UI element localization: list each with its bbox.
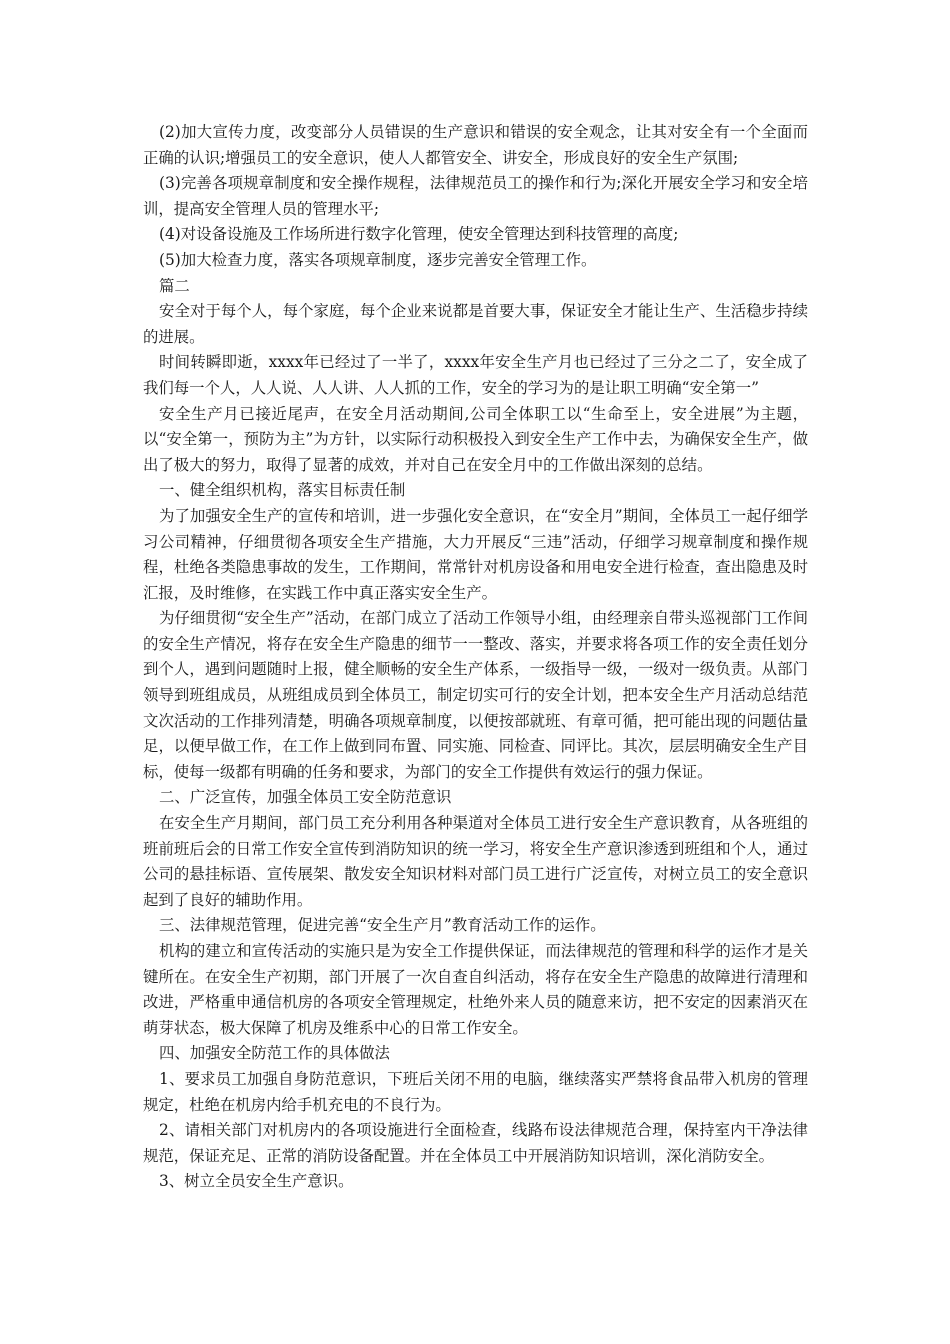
paragraph-time: 时间转瞬即逝，xxxx年已经过了一半了，xxxx年安全生产月也已经过了三分之二了，安全成了我们每一个人，人人说、人人讲、人人抓的工作，安全的学习为的是让职工明确“安全第一” <box>143 353 808 397</box>
paragraph-measure-2: (2)加大宣传力度，改变部分人员错误的生产意识和错误的安全观念，让其对安全有一个全面而正确的认识;增强员工的安全意识，使人人都管安全、讲安全，形成良好的安全生产氛围; <box>143 123 808 167</box>
document-page <box>143 120 808 1195</box>
paragraph-leadership: 为仔细贯彻“安全生产”活动，在部门成立了活动工作领导小组，由经理亲自带头巡视部门工作间的安全生产情况，将存在安全生产隐患的细节一一整改、落实，并要求将各项工作的安全责任划分到个人，遇到问题随时上报，健全顺畅的安全生产体系，一级指导一级，一级对一级负责。从部门领导到班组成员，从班组成员到全体员工，制定切实可行的安全计划，把本安全生产月活动总结范文次活动的工作排列清楚，明确各项规章制度，以便按部就班、有章可循，把可能出现的问题估量足，以便早做工作，在工作上做到同布置、同实施、同检查、同评比。其次，层层明确安全生产目标，使每一级都有明确的任务和要求，为部门的安全工作提供有效运行的强力保证。 <box>143 609 808 781</box>
paragraph-measure-3: (3)完善各项规章制度和安全操作规程，法律规范员工的操作和行为;深化开展安全学习和安全培训，提高安全管理人员的管理水平; <box>143 174 808 218</box>
list-item-1: 1、要求员工加强自身防范意识，下班后关闭不用的电脑，继续落实严禁将食品带入机房的管理规定，杜绝在机房内给手机充电的不良行为。 <box>143 1069 808 1114</box>
heading-section-two: 二、广泛宣传，加强全体员工安全防范意识 <box>159 788 452 807</box>
heading-section-one: 一、健全组织机构，落实目标责任制 <box>159 481 406 500</box>
paragraph-training: 为了加强安全生产的宣传和培训，进一步强化安全意识，在“安全月”期间，全体员工一起仔细学习公司精神，仔细贯彻各项安全生产措施，大力开展反“三违”活动，仔细学习规章制度和操作规程，杜绝各类隐患事故的发生，工作期间，常常针对机房设备和用电安全进行检查，查出隐患及时汇报，及时维修，在实践工作中真正落实安全生产。 <box>143 506 808 602</box>
paragraph-management: 机构的建立和宣传活动的实施只是为安全工作提供保证，而法律规范的管理和科学的运作才是关键所在。在安全生产初期，部门开展了一次自查自纠活动，将存在安全生产隐患的故障进行清理和改进，严格重申通信机房的各项安全管理规定，杜绝外来人员的随意来访，把不安定的因素消灭在萌芽状态，极大保障了机房及维系中心的日常工作安全。 <box>143 942 808 1037</box>
paragraph-awareness: 在安全生产月期间，部门员工充分利用各种渠道对全体员工进行安全生产意识教育，从各班组的班前班后会的日常工作安全宣传到消防知识的统一学习，将安全生产意识渗透到班组和个人，通过公司的悬挂标语、宣传展架、散发安全知识材料对部门员工进行广泛宣传，对树立员工的安全意识起到了良好的辅助作用。 <box>143 814 808 909</box>
paragraph-intro: 安全对于每个人，每个家庭，每个企业来说都是首要大事，保证安全才能让生产、生活稳步持续的进展。 <box>143 302 808 346</box>
heading-section-three: 三、法律规范管理，促进完善“安全生产月”教育活动工作的运作。 <box>159 916 606 935</box>
paragraph-measure-4: (4)对设备设施及工作场所进行数字化管理，使安全管理达到科技管理的高度; <box>159 225 679 244</box>
list-item-2: 2、请相关部门对机房内的各项设施进行全面检查，线路布设法律规范合理，保持室内干净法律规范，保证充足、正常的消防设备配置。并在全体员工中开展消防知识培训，深化消防安全。 <box>143 1121 808 1165</box>
paragraph-measure-5: (5)加大检查力度，落实各项规章制度，逐步完善安全管理工作。 <box>159 250 597 269</box>
section-heading-part-two: 篇二 <box>159 276 190 295</box>
heading-section-four: 四、加强安全防范工作的具体做法 <box>159 1044 390 1063</box>
list-item-3: 3、树立全员安全生产意识。 <box>159 1172 354 1191</box>
paragraph-summary: 安全生产月已接近尾声，在安全月活动期间,公司全体职工以“生命至上，安全进展”为主题，以“安全第一，预防为主”为方针，以实际行动积极投入到安全生产工作中去，为确保安全生产，做出了极大的努力，取得了显著的成效，并对自己在安全月中的工作做出深刻的总结。 <box>143 404 808 474</box>
